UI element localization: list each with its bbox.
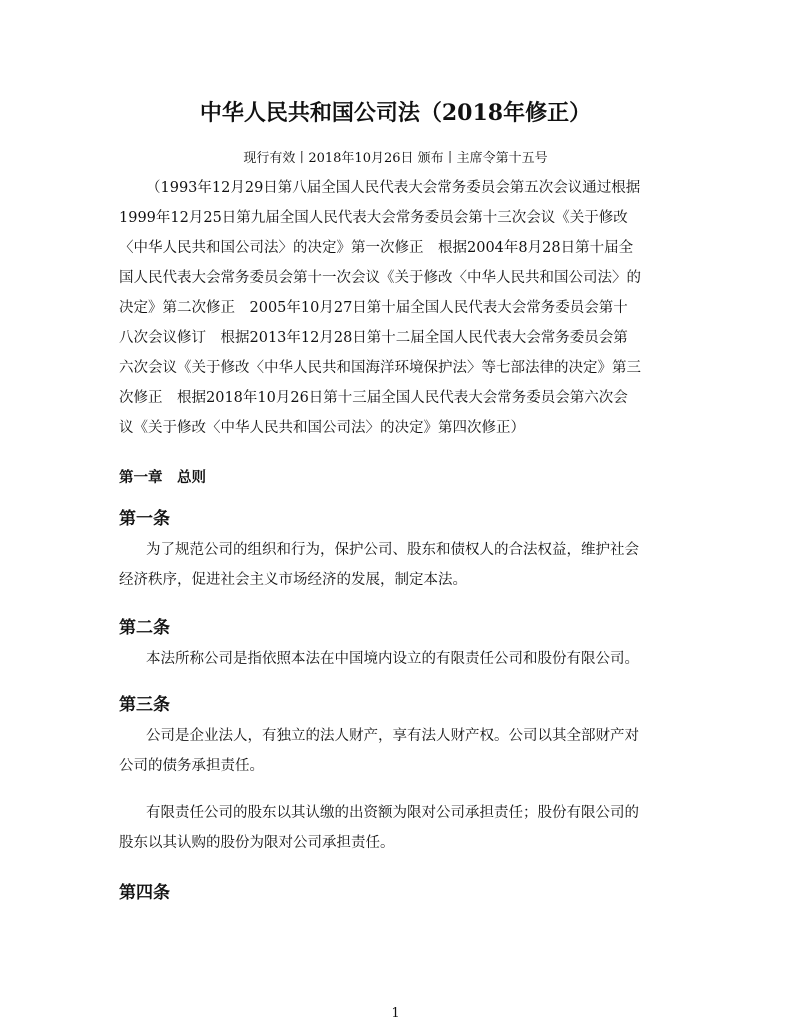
chapter-heading: 第一章 总则 <box>119 469 206 486</box>
page-number: 1 <box>391 1006 400 1021</box>
article-heading: 第三条 <box>119 695 170 715</box>
document-title: 中华人民共和国公司法（2018年修正） <box>199 100 592 126</box>
article-line: 公司是企业法人，有独立的法人财产，享有法人财产权。公司以其全部财产对 <box>146 728 639 744</box>
article-heading: 第二条 <box>119 618 170 638</box>
article-line: 经济秩序，促进社会主义市场经济的发展，制定本法。 <box>119 572 467 588</box>
preamble-line: 次修正 根据2018年10月26日第十三届全国人民代表大会常务委员会第六次会 <box>119 390 628 406</box>
article-heading: 第一条 <box>119 509 170 529</box>
preamble-line: 1999年12月25日第九届全国人民代表大会常务委员会第十三次会议《关于修改 <box>119 210 628 226</box>
preamble-line: （1993年12月29日第八届全国人民代表大会常务委员会第五次会议通过根据 <box>146 180 641 196</box>
article-line: 有限责任公司的股东以其认缴的出资额为限对公司承担责任；股份有限公司的 <box>146 805 639 821</box>
article-line: 公司的债务承担责任。 <box>119 758 264 774</box>
preamble-line: 国人民代表大会常务委员会第十一次会议《关于修改〈中华人民共和国公司法〉的 <box>119 270 641 286</box>
article-line: 本法所称公司是指依照本法在中国境内设立的有限责任公司和股份有限公司。 <box>146 651 639 667</box>
preamble-line: 〈中华人民共和国公司法〉的决定》第一次修正 根据2004年8月28日第十届全 <box>119 240 634 256</box>
preamble-line: 议《关于修改〈中华人民共和国公司法〉的决定》第四次修正） <box>119 420 525 436</box>
preamble-line: 八次会议修订 根据2013年12月28日第十二届全国人民代表大会常务委员会第 <box>119 330 628 346</box>
article-line: 为了规范公司的组织和行为，保护公司、股东和债权人的合法权益，维护社会 <box>146 542 639 558</box>
article-line: 股东以其认购的股份为限对公司承担责任。 <box>119 835 395 851</box>
document-meta: 现行有效丨2018年10月26日 颁布丨主席令第十五号 <box>243 151 548 166</box>
article-heading: 第四条 <box>119 883 170 903</box>
preamble-line: 决定》第二次修正 2005年10月27日第十届全国人民代表大会常务委员会第十 <box>119 300 628 316</box>
preamble-line: 六次会议《关于修改〈中华人民共和国海洋环境保护法〉等七部法律的决定》第三 <box>119 360 641 376</box>
